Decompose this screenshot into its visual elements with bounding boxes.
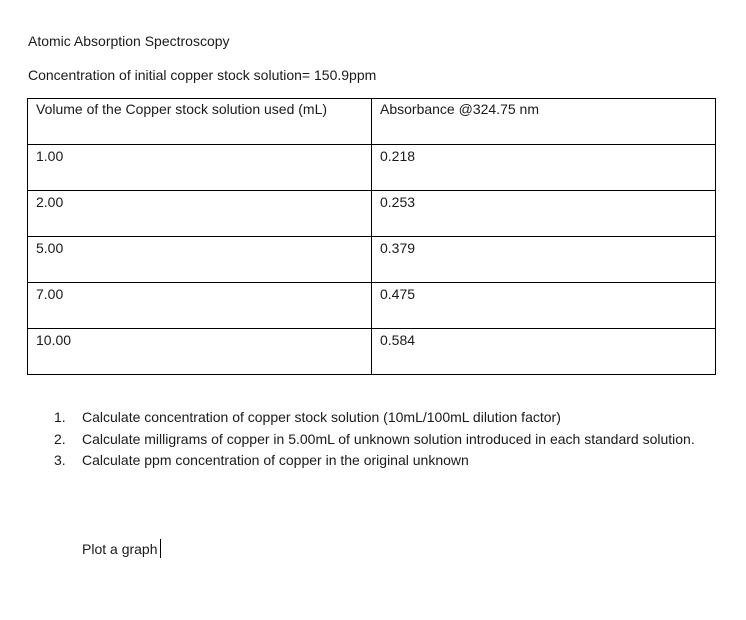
table-row [28, 329, 716, 375]
plot-instruction[interactable] [82, 539, 161, 558]
cell-absorbance[interactable]: 0.218 [372, 145, 716, 191]
cell-volume[interactable]: 1.00 [28, 145, 372, 191]
table-row [28, 145, 716, 191]
list-number: 1. [54, 409, 66, 425]
task-text: Calculate concentration of copper stock solution (10mL/100mL dilution factor) [82, 409, 561, 425]
cell-absorbance[interactable]: 0.379 [372, 237, 716, 283]
table-header-row [28, 99, 716, 145]
page-title: Atomic Absorption Spectroscopy [28, 33, 230, 49]
table-row [28, 237, 716, 283]
stock-concentration-text: Concentration of initial copper stock solution= 150.9ppm [28, 67, 377, 83]
list-number: 3. [54, 452, 66, 468]
header-volume[interactable]: Volume of the Copper stock solution used (mL) [28, 99, 372, 145]
cell-absorbance[interactable]: 0.253 [372, 191, 716, 237]
cell-absorbance[interactable]: 0.475 [372, 283, 716, 329]
list-number: 2. [54, 430, 66, 447]
plot-instruction-text: Plot a graph [82, 541, 158, 557]
cell-absorbance[interactable]: 0.584 [372, 329, 716, 375]
cell-volume[interactable]: 7.00 [28, 283, 372, 329]
cell-volume[interactable]: 5.00 [28, 237, 372, 283]
task-text: Calculate milligrams of copper in 5.00mL of unknown solution introduced in each standard solution. [82, 430, 695, 447]
table-row [28, 191, 716, 237]
table-row [28, 283, 716, 329]
task-list [52, 407, 702, 472]
cell-volume[interactable]: 2.00 [28, 191, 372, 237]
list-item [52, 450, 702, 472]
header-absorbance[interactable]: Absorbance @324.75 nm [372, 99, 716, 145]
task-text: Calculate ppm concentration of copper in the original unknown [82, 452, 469, 468]
cell-volume[interactable]: 10.00 [28, 329, 372, 375]
list-item [52, 407, 702, 429]
text-cursor [160, 539, 161, 558]
absorbance-data-table [27, 98, 716, 375]
list-item [52, 429, 702, 451]
